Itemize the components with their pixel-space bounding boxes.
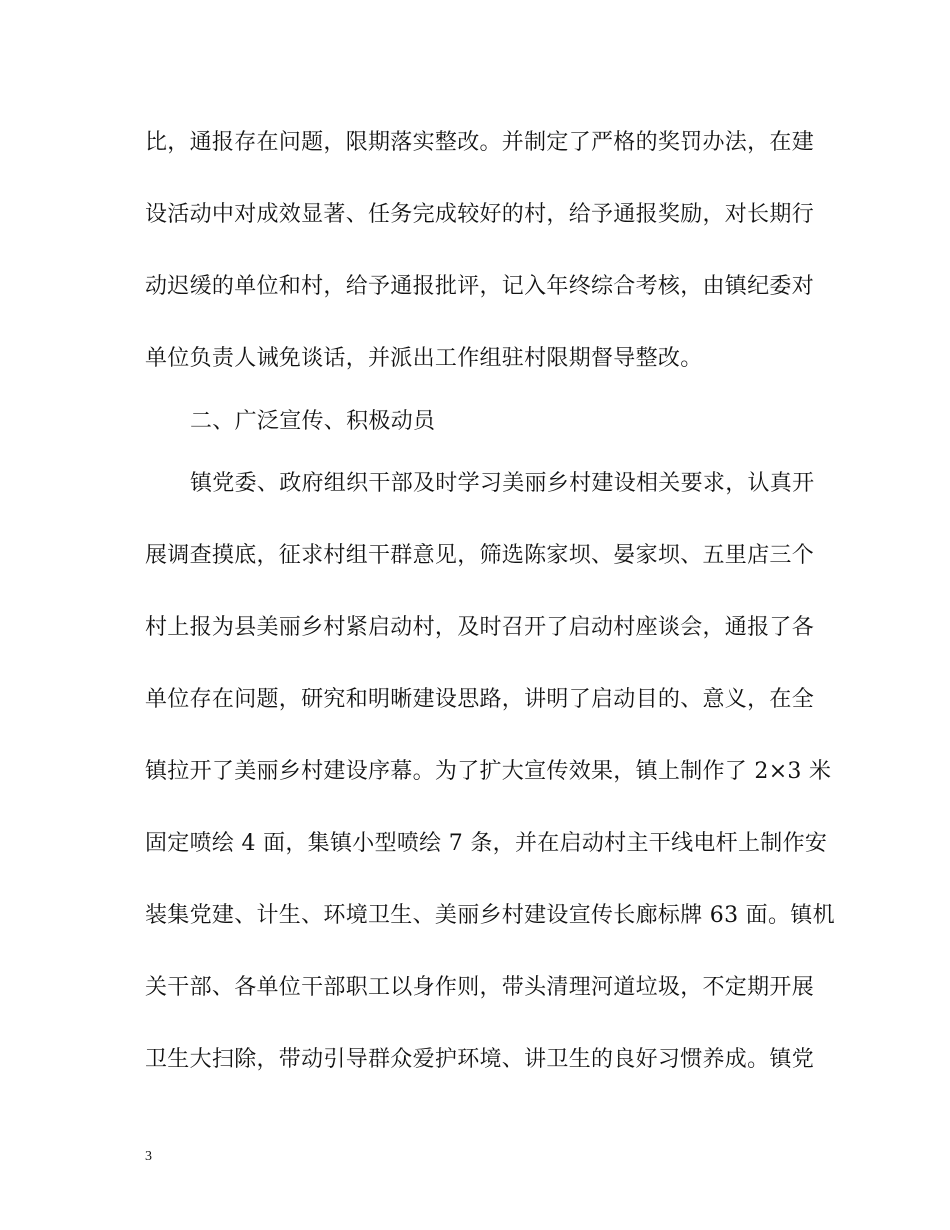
body-text-line: 单位存在问题，研究和明晰建设思路，讲明了启动目的、意义，在全 (145, 687, 815, 712)
page-number: 3 (145, 1149, 152, 1164)
body-text-line: 单位负责人诫免谈话，并派出工作组驻村限期督导整改。 (145, 346, 703, 371)
body-text-line: 卫生大扫除，带动引导群众爱护环境、讲卫生的良好习惯养成。镇党 (145, 1047, 815, 1072)
body-text-line: 镇党委、政府组织干部及时学习美丽乡村建设相关要求，认真开 (190, 471, 815, 496)
body-text-line: 村上报为县美丽乡村紧启动村，及时召开了启动村座谈会，通报了各 (145, 615, 815, 640)
section-heading: 二、广泛宣传、积极动员 (190, 409, 436, 434)
body-text-line: 装集党建、计生、环境卫生、美丽乡村建设宣传长廊标牌 63 面。镇机 (145, 903, 835, 928)
body-text-line: 展调查摸底，征求村组干群意见，筛选陈家坝、晏家坝、五里店三个 (145, 543, 815, 568)
body-text-line: 镇拉开了美丽乡村建设序幕。为了扩大宣传效果，镇上制作了 2×3 米 (145, 759, 832, 784)
body-text-line: 关干部、各单位干部职工以身作则，带头清理河道垃圾，不定期开展 (145, 975, 815, 1000)
body-text-line: 设活动中对成效显著、任务完成较好的村，给予通报奖励，对长期行 (145, 202, 815, 227)
body-text-line: 动迟缓的单位和村，给予通报批评，记入年终综合考核，由镇纪委对 (145, 274, 815, 299)
body-text-line: 固定喷绘 4 面，集镇小型喷绘 7 条，并在启动村主干线电杆上制作安 (145, 831, 828, 856)
body-text-line: 比，通报存在问题，限期落实整改。并制定了严格的奖罚办法，在建 (145, 130, 815, 155)
